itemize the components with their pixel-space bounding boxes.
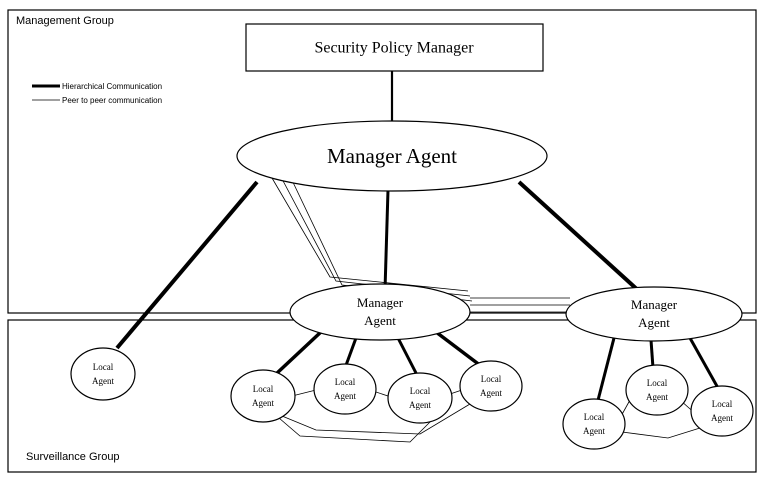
local-agent-r3-label-line2: Agent <box>711 413 733 424</box>
edge-midright-to-local-r3 <box>690 338 718 388</box>
node-local-agent-far-left[interactable] <box>71 348 135 400</box>
local-agent-r1-label-line1: Local <box>583 412 605 423</box>
local-agent-r1-label-line2: Agent <box>583 426 605 437</box>
local-agent-c3-label-line1: Local <box>409 386 431 397</box>
edge-root-to-manager-mid-right <box>519 182 640 292</box>
local-agent-c4-label-line2: Agent <box>480 388 502 399</box>
local-agent-c2-label-line2: Agent <box>334 391 356 402</box>
edge-midleft-to-local-c4 <box>436 332 481 366</box>
manager-agent-mid-right-label-line2: Agent <box>638 314 670 330</box>
local-agent-far-left-label-line1: Local <box>92 362 114 373</box>
node-local-agent-r1[interactable] <box>563 399 625 449</box>
local-agent-r3-label-line1: Local <box>711 399 733 410</box>
manager-agent-mid-left-label-line2: Agent <box>364 312 396 328</box>
manager-agent-mid-right-label-line1: Manager <box>630 296 678 312</box>
surveillance-group-label: Surveillance Group <box>26 451 120 463</box>
local-agent-c1-label-line1: Local <box>252 384 274 395</box>
node-local-agent-r3[interactable] <box>691 386 753 436</box>
edge-midright-to-local-r1 <box>596 338 614 408</box>
management-group-label: Management Group <box>16 15 114 27</box>
node-local-agent-c4[interactable] <box>460 361 522 411</box>
local-agent-far-left-label-line2: Agent <box>92 376 114 387</box>
edge-midleft-to-local-c3 <box>398 338 416 373</box>
local-agent-c3-label-line2: Agent <box>409 400 431 411</box>
local-agent-c2-label-line1: Local <box>334 377 356 388</box>
edge-peer-root-fan-2 <box>281 177 470 296</box>
node-local-agent-c3[interactable] <box>388 373 452 423</box>
security-policy-manager-label: Security Policy Manager <box>314 39 474 57</box>
local-agent-r2-label-line2: Agent <box>646 392 668 403</box>
manager-agent-mid-left-label-line1: Manager <box>356 294 404 310</box>
manager-agent-root-label: Manager Agent <box>326 143 458 168</box>
edge-root-to-local-far-left <box>117 182 257 348</box>
node-local-agent-r2[interactable] <box>626 365 688 415</box>
local-agent-c1-label-line2: Agent <box>252 398 274 409</box>
edge-peer-root-fan-1 <box>272 178 468 291</box>
local-agent-r2-label-line1: Local <box>646 378 668 389</box>
node-local-agent-c2[interactable] <box>314 364 376 414</box>
node-local-agent-c1[interactable] <box>231 370 295 422</box>
edge-peer-r1-r3 <box>622 428 700 438</box>
legend-peer-label: Peer to peer communication <box>62 96 163 105</box>
edge-root-to-manager-mid-left <box>385 190 388 290</box>
edge-midleft-to-local-c1 <box>276 331 322 374</box>
legend-hierarchical-label: Hierarchical Communication <box>62 82 163 91</box>
edge-midright-to-local-r2 <box>651 340 653 368</box>
local-agent-c4-label-line1: Local <box>480 374 502 385</box>
